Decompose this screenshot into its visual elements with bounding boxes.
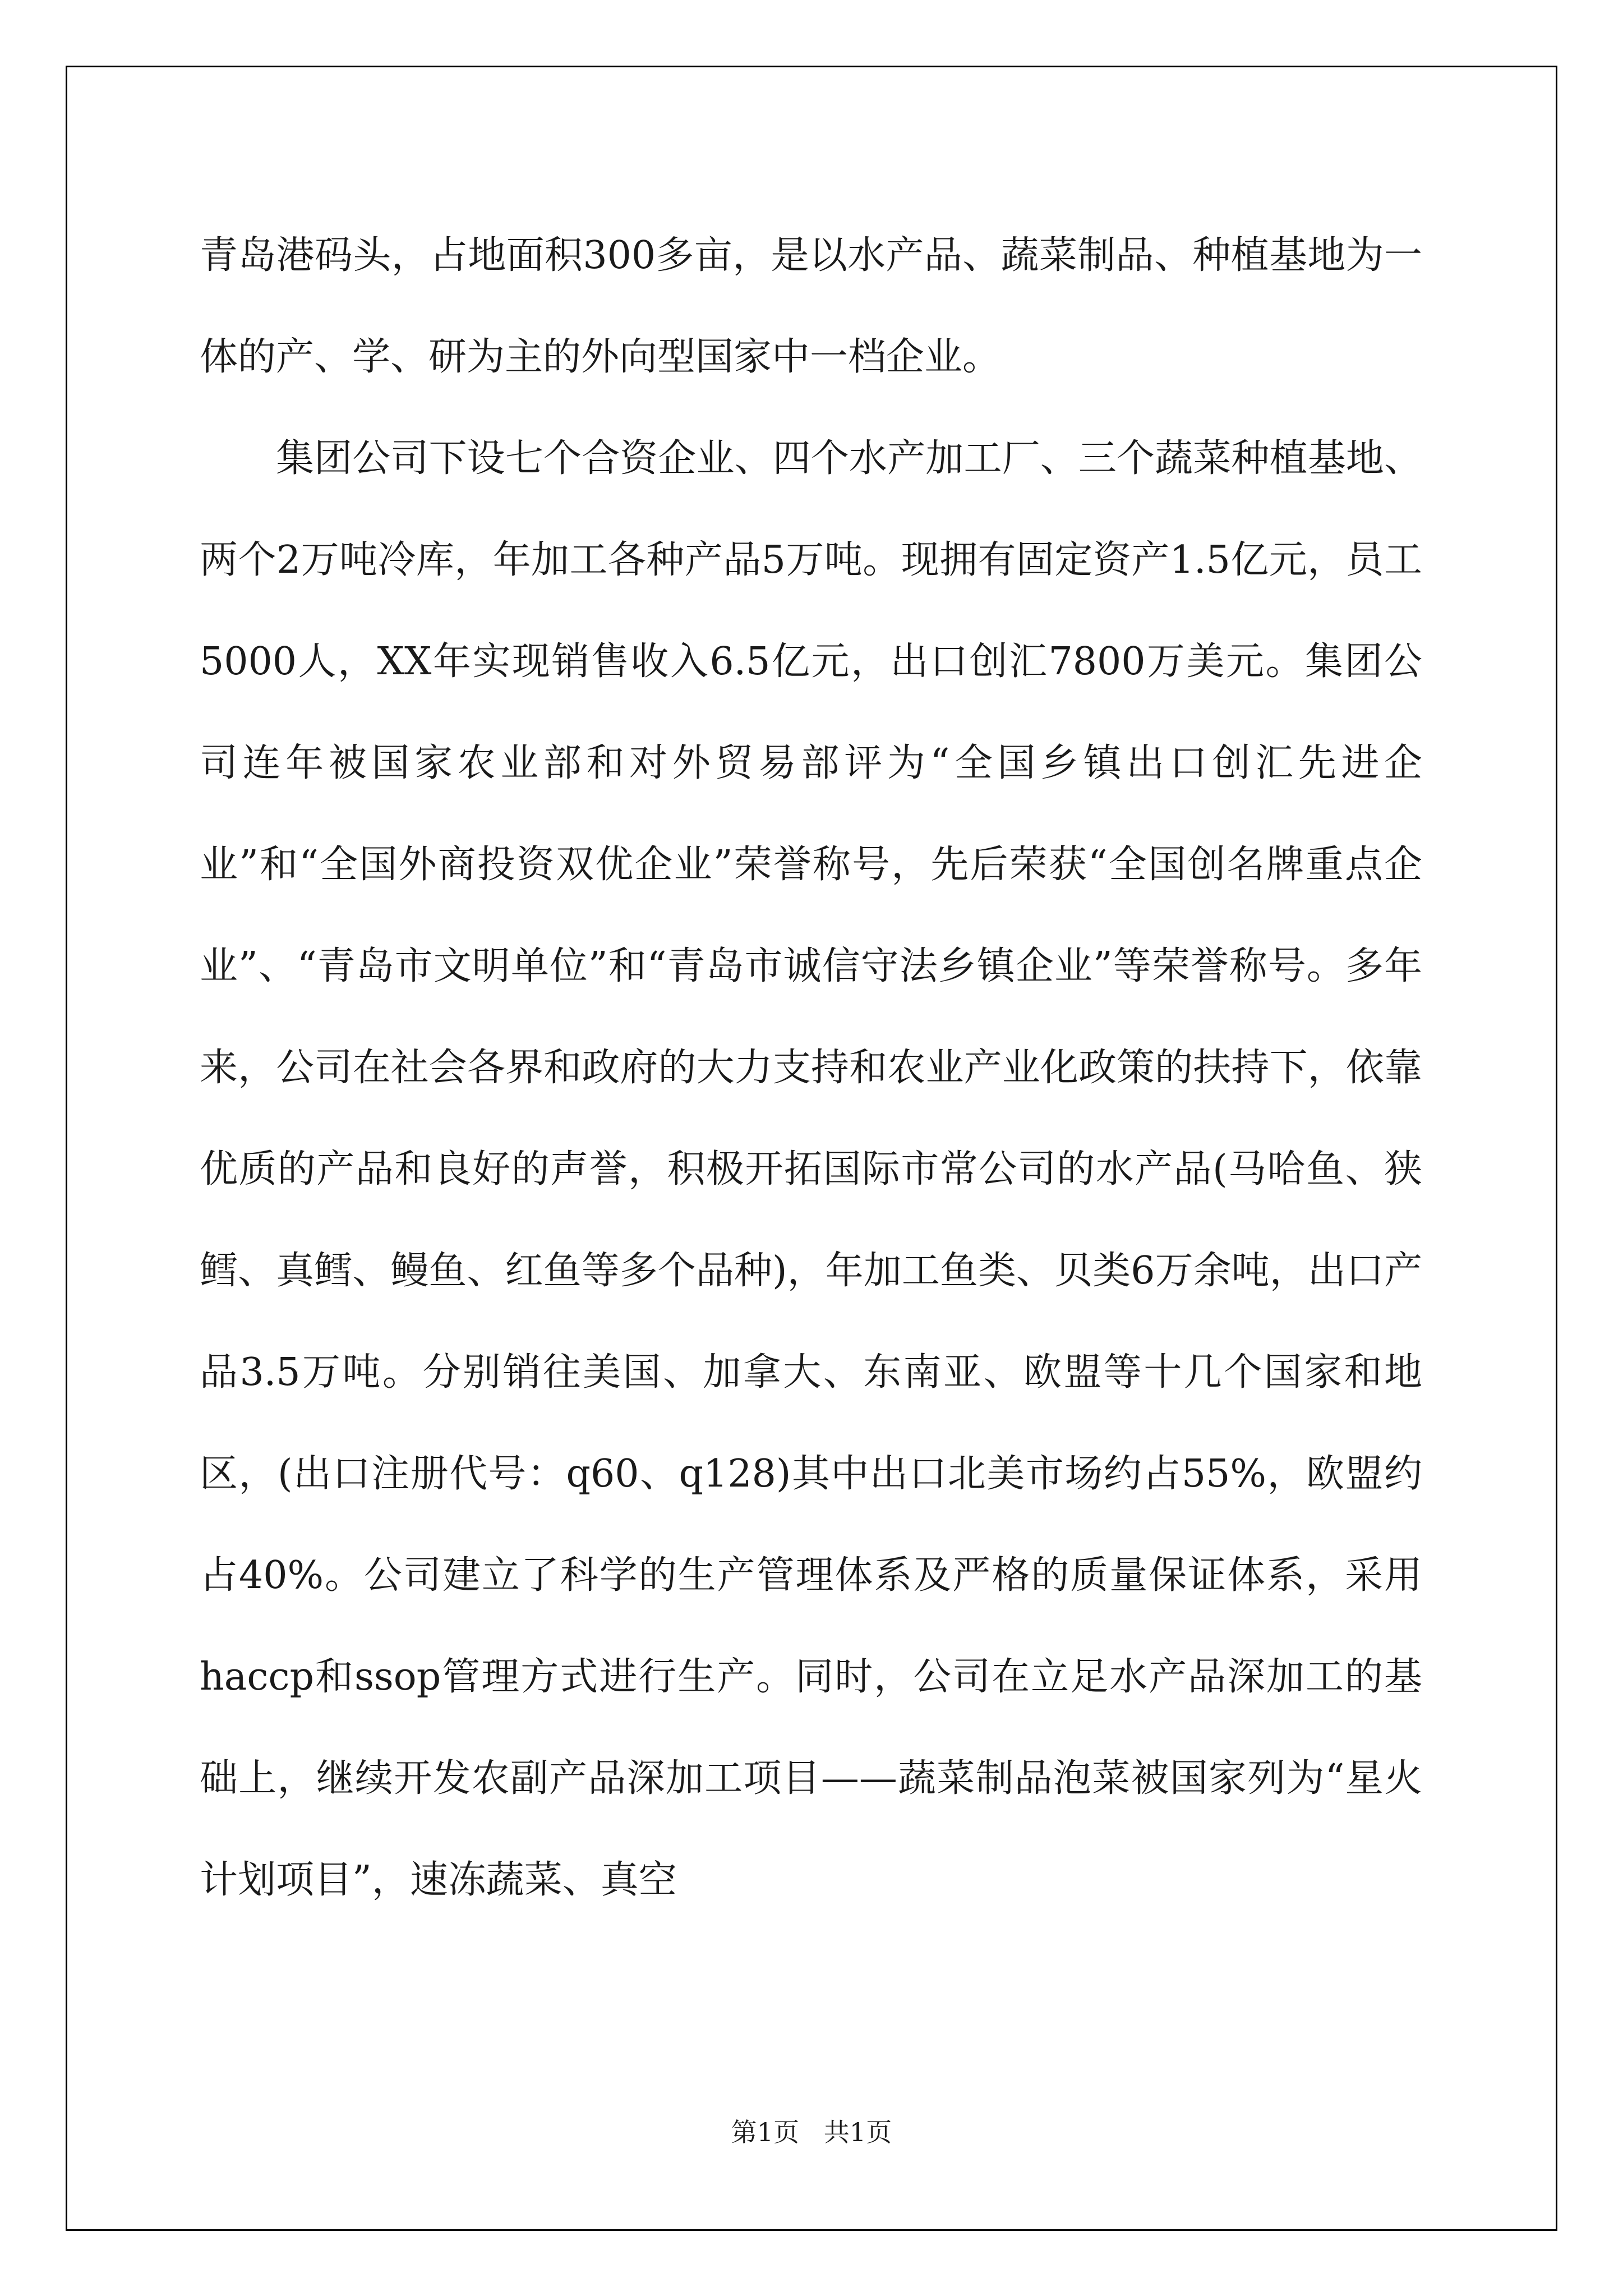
page-footer: 第1页 共1页 — [731, 2117, 892, 2147]
paragraph-2: 集团公司下设七个合资企业、四个水产加工厂、三个蔬菜种植基地、两个2万吨冷库，年加工各种产品5万吨。现拥有固定资产1.5亿元，员工5000人，XX年实现销售收入6.5亿元，出口创汇7800万美元。集团公司连年被国家农业部和对外贸易部评为“全国乡镇出口创汇先进企业”和“全国外商投资双优企业”荣誉称号，先后荣获“全国创名牌重点企业”、“青岛市文明单位”和“青岛市诚信守法乡镇企业”等荣誉称号。多年来，公司在社会各界和政府的大力支持和农业产业化政策的扶持下，依靠优质的产品和良好的声誉，积极开拓国际市常公司的水产品(马哈鱼、狭鳕、真鳕、鳗鱼、红鱼等多个品种)，年加工鱼类、贝类6万余吨，出口产品3.5万吨。分别销往美国、加拿大、东南亚、欧盟等十几个国家和地区，(出口注册代号：q60、q128)其中出口北美市场约占55%，欧盟约占40%。公司建立了科学的生产管理体系及严格的质量保证体系，采用haccp和ssop管理方式进行生产。同时，公司在立足水产品深加工的基础上，继续开发农副产品深加工项目——蔬菜制品泡菜被国家列为“星火计划项目”，速冻蔬菜、真空 — [200, 436, 1422, 1902]
document-body — [200, 205, 1422, 1931]
paragraph-1: 青岛港码头，占地面积300多亩，是以水产品、蔬菜制品、种植基地为一体的产、学、研为主的外向型国家中一档企业。 — [200, 233, 1422, 379]
